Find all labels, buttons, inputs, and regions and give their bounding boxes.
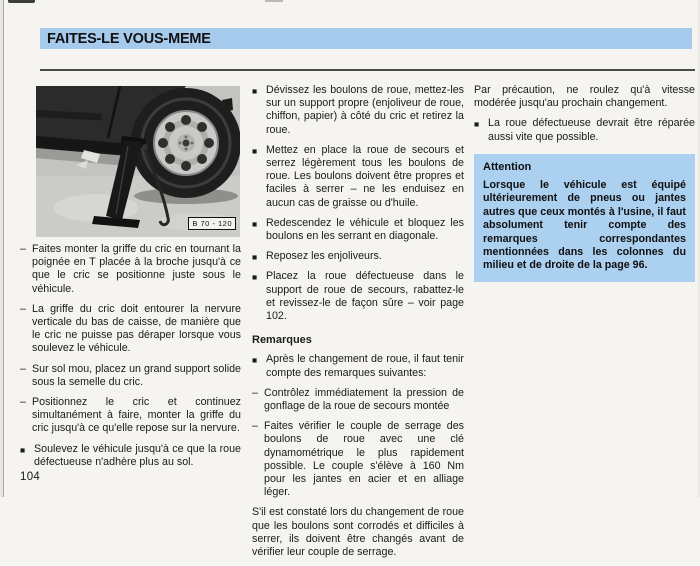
dash-marker: – (20, 396, 26, 409)
instruction-item (20, 243, 241, 296)
attention-box (474, 154, 695, 282)
instruction-item (252, 270, 464, 323)
instruction-text: La roue défectueuse devrait être réparée aussi vite que possible. (488, 117, 695, 143)
column-left (20, 243, 241, 476)
instruction-item (252, 420, 464, 499)
instruction-text: Reposez les enjoliveurs. (266, 250, 382, 263)
square-bullet: ■ (20, 444, 26, 455)
instruction-text: Dévissez les boulons de roue, mettez-les sur un support propre (enjoliveur de roue, chiffon, papier) à côté du cric et retirez la roue. (266, 84, 464, 136)
scan-edge-line (3, 0, 4, 497)
precaution-paragraph: Par précaution, ne roulez qu'à vitesse modérée jusqu'au prochain changement. (474, 84, 695, 110)
scan-smudge (265, 0, 283, 2)
dash-marker: – (20, 302, 26, 315)
instruction-item (252, 84, 464, 137)
instruction-text: Après le changement de roue, il faut tenir compte des remarques suivantes: (266, 353, 464, 379)
scan-smudge (8, 0, 35, 3)
dash-marker: – (252, 420, 258, 433)
photo-caption: B 70 - 120 (188, 217, 236, 230)
instruction-text: Soulevez le véhicule jusqu'à ce que la roue défectueuse n'adhère plus au sol. (34, 442, 241, 468)
remarques-heading: Remarques (252, 334, 312, 347)
square-bullet: ■ (252, 86, 258, 96)
horizontal-divider (40, 69, 695, 71)
attention-heading: Attention (483, 160, 532, 173)
instruction-text: Sur sol mou, placez un grand support solide sous la semelle du cric. (32, 362, 241, 388)
instruction-item (20, 396, 241, 436)
square-bullet: ■ (252, 218, 258, 229)
instruction-item (252, 353, 464, 379)
square-bullet: ■ (474, 119, 480, 130)
dash-marker: – (20, 243, 26, 255)
instruction-item (20, 443, 241, 469)
square-bullet: ■ (252, 252, 258, 263)
dash-marker: – (20, 362, 26, 375)
section-header-bar (40, 28, 692, 49)
instruction-item (20, 363, 241, 389)
instruction-item (20, 303, 241, 356)
wheel-jack-photo-graphic (36, 86, 240, 237)
instruction-item (252, 144, 464, 210)
wheel-jack-photo (36, 86, 240, 237)
instruction-text: Positionnez le cric et continuez simultanément à faire, monter la griffe du cric jusqu'à ce qu'elle repose sur la nervure. (32, 396, 241, 435)
attention-body: Lorsque le véhicule est équipé ultérieurement de pneus ou jantes autres que ceux montés à l'usine, il faut absolument tenir compte des remarques correspondantes mentionnées dans les colonnes du milieu et de droite de la page 96. (483, 179, 686, 272)
instruction-text: Mettez en place la roue de secours et serrez légèrement tous les boulons de roue. Les boulons doivent être propres et faciles à serrer – ne les enduisez en aucun cas de graisse ou d'huile. (266, 143, 464, 209)
page-number: 104 (20, 471, 41, 483)
instruction-item (252, 387, 464, 413)
dash-marker: – (252, 386, 258, 399)
instruction-item (252, 217, 464, 243)
closing-paragraph: S'il est constaté lors du changement de roue que les boulons sont corrodés et difficiles à serrer, ils doivent être changés avant de vérifier leur couple de serrage. (252, 506, 464, 559)
square-bullet: ■ (252, 272, 258, 283)
instruction-item (252, 250, 464, 263)
column-middle (252, 84, 464, 566)
column-right (474, 84, 695, 282)
square-bullet: ■ (252, 355, 258, 366)
square-bullet: ■ (252, 145, 258, 156)
instruction-text: Faites monter la griffe du cric en tournant la poignée en T placée à la broche jusqu'à ce que le cric se positionne juste sous le véhicule. (32, 243, 241, 295)
instruction-text: Redescendez le véhicule et bloquez les boulons en les serrant en diagonale. (266, 216, 464, 243)
instruction-text: Faites vérifier le couple de serrage des boulons de roue avec une clé dynamométrique le plus rapidement possible. Le couple s'élève à 160 Nm pour les jantes en acier et en alliage léger. (264, 420, 464, 499)
instruction-text: Placez la roue défectueuse dans le support de roue de secours, rabattez-le et revissez-le de façon sûre – voir page 102. (266, 270, 464, 323)
instruction-text: La griffe du cric doit entourer la nervure verticale du bas de caisse, de manière que le cric ne puisse pas déraper lorsque vous soulevez le véhicule. (32, 302, 241, 355)
page-title: FAITES-LE VOUS-MEME (47, 31, 211, 47)
instruction-item (474, 117, 695, 143)
instruction-text: Contrôlez immédiatement la pression de gonflage de la roue de secours montée (264, 386, 464, 413)
